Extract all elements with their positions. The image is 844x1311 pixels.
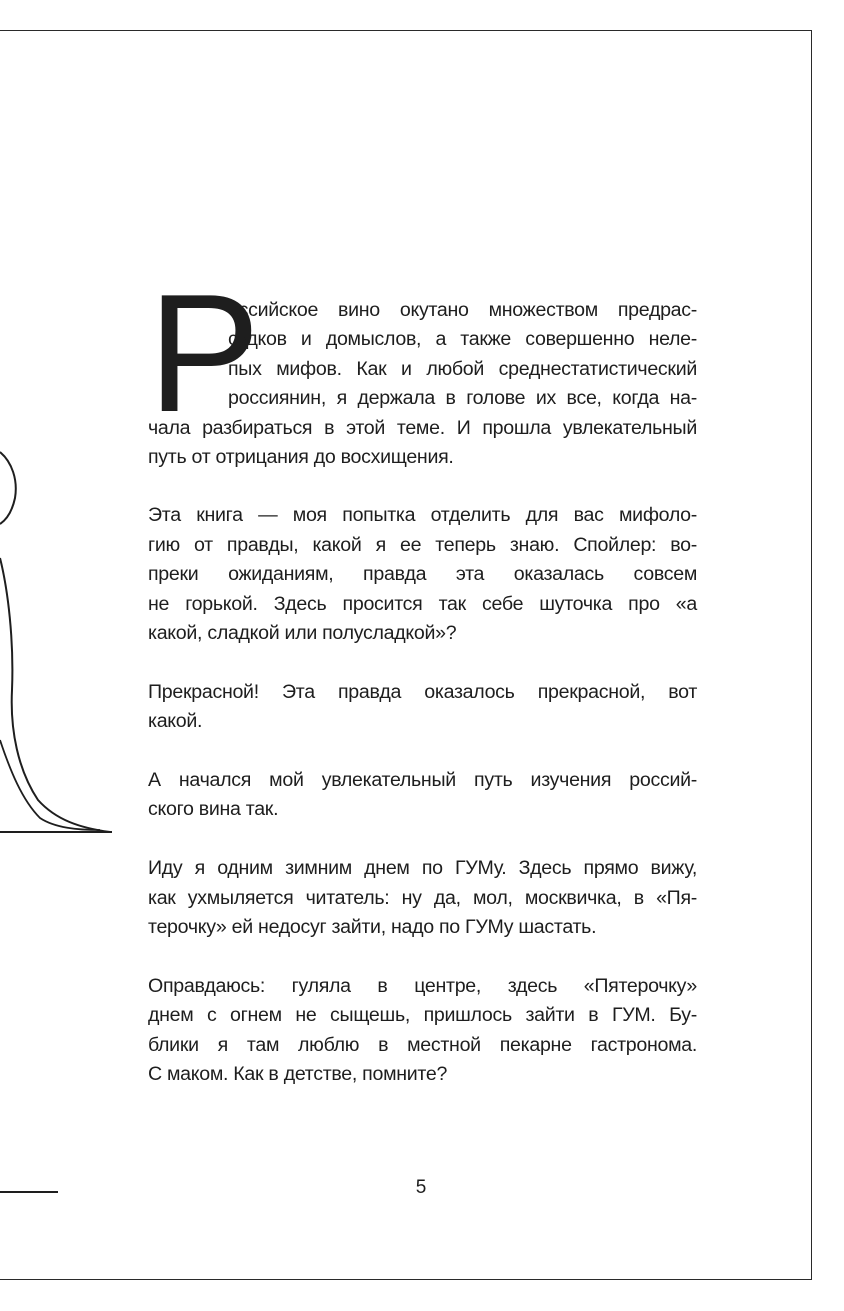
page-number: 5 — [415, 1177, 427, 1198]
text-line: чала разбираться в этой теме. И прошла увлекательный — [148, 416, 697, 439]
text-line: днем с огнем не сыщешь, пришлось зайти в ГУМ. Бу- — [148, 1004, 697, 1027]
text-line: терочку» ей недосуг зайти, надо по ГУМу шастать. — [148, 916, 597, 939]
figure-head-curve — [0, 452, 16, 524]
text-line: оссийское вино окутано множеством предрас- — [228, 299, 697, 321]
text-line: какой. — [148, 710, 203, 733]
paragraph-1 — [148, 259, 697, 472]
text-line: А начался мой увлекательный путь изучения россий- — [148, 769, 697, 792]
paragraph-2 — [148, 501, 697, 648]
text-line: судков и домыслов, а также совершенно неле- — [228, 328, 697, 351]
text-line: пых мифов. Как и любой среднестатистический — [228, 357, 697, 380]
figure-outline-illustration — [0, 440, 120, 840]
text-line: Иду я одним зимним днем по ГУМу. Здесь прямо вижу, — [148, 857, 697, 880]
paragraph-4 — [148, 766, 697, 825]
text-line: блики я там люблю в местной пекарне гастронома. — [148, 1033, 697, 1056]
drop-cap: Р — [148, 259, 261, 447]
body-text — [148, 259, 697, 1119]
figure-dress-curve — [0, 740, 100, 830]
figure-body-curve — [0, 558, 110, 832]
text-line: Оправдаюсь: гуляла в центре, здесь «Пятерочку» — [148, 974, 697, 997]
text-line: путь от отрицания до восхищения. — [148, 446, 454, 468]
footer-rule — [0, 1191, 58, 1193]
text-line: какой, сладкой или полусладкой»? — [148, 622, 457, 645]
text-line: Прекрасной! Эта правда оказалось прекрасной, вот — [148, 680, 697, 703]
text-line: не горькой. Здесь просится так себе шуточка про «а — [148, 592, 697, 615]
text-line: россиянин, я держала в голове их все, когда на- — [228, 387, 697, 410]
text-line: С маком. Как в детстве, помните? — [148, 1063, 448, 1086]
text-line: ского вина так. — [148, 798, 279, 821]
text-line: гию от правды, какой я ее теперь знаю. Спойлер: во- — [148, 533, 697, 556]
paragraph-3 — [148, 678, 697, 737]
text-line: Эта книга — моя попытка отделить для вас мифоло- — [148, 504, 697, 527]
paragraph-6 — [148, 972, 697, 1090]
paragraph-5 — [148, 854, 697, 942]
text-line: как ухмыляется читатель: ну да, мол, москвичка, в «Пя- — [148, 886, 697, 909]
text-line: преки ожиданиям, правда эта оказалась совсем — [148, 563, 697, 586]
